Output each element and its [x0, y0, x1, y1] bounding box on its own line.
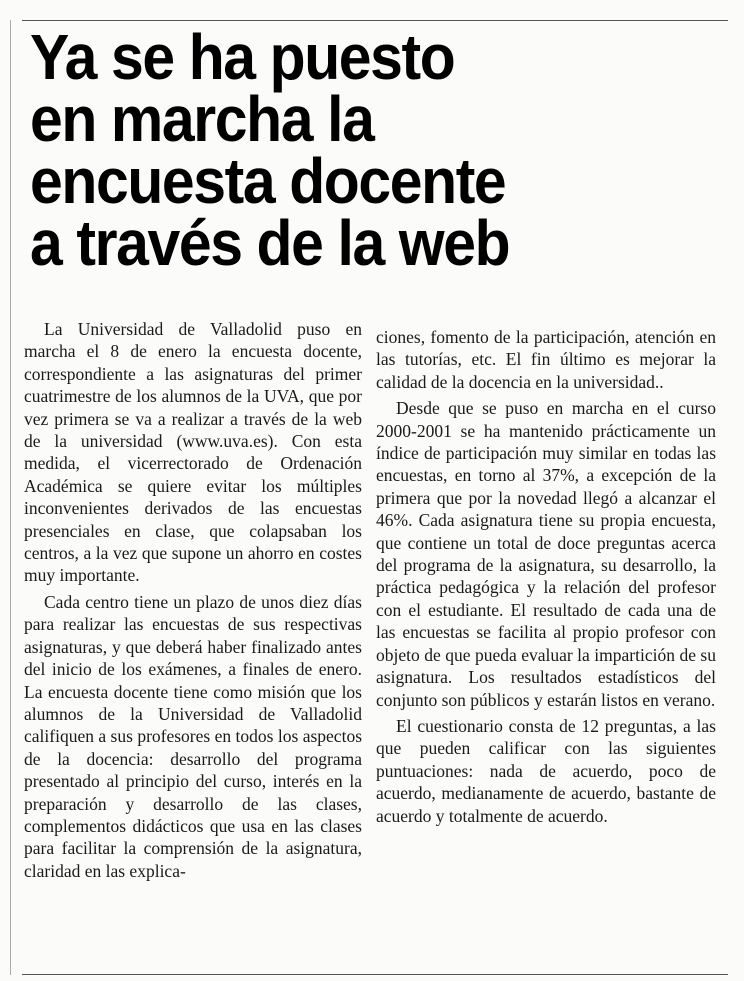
article-paragraph: Cada centro tiene un plazo de unos diez días para realizar las encuestas de sus respectivas asignaturas, y que deberá haber finalizado antes del inicio de los exámenes, a finales de enero. La encuesta docente tiene como misión que los alumnos de la Universidad de Valladolid califiquen a sus profesores en todos los aspectos de la docencia: desarrollo del programa presentado al principio del curso, interés en la preparación y desarrollo de las clases, complementos didácticos que usa en las clases para facilitar la comprensión de la asignatura, claridad en las explica- [24, 591, 362, 881]
article-column-left [24, 318, 362, 882]
headline-line-1: Ya se ha puesto [30, 21, 455, 93]
headline-line-2: en marcha la [30, 83, 374, 155]
headline [30, 21, 674, 279]
article-paragraph: El cuestionario consta de 12 preguntas, a las que pueden calificar con las siguientes puntuaciones: nada de acuerdo, poco de acuerdo, medianamente de acuerdo, bastante de acuerdo y totalmente de acuerdo. [376, 715, 716, 826]
article-column-right [376, 326, 716, 827]
bottom-rule [22, 974, 728, 975]
headline-line-4: a través de la web [30, 207, 510, 279]
left-rule [10, 20, 11, 975]
article-paragraph: La Universidad de Valladolid puso en marcha el 8 de enero la encuesta docente, correspondiente a las asignaturas del primer cuatrimestre de los alumnos de la UVA, que por vez primera se va a realizar a través de la web de la universidad (www.uva.es). Con esta medida, el vicerrectorado de Ordenación Académica se quiere evitar los múltiples inconvenientes derivados de las encuestas presenciales en clase, que colapsaban los centros, a la vez que supone un ahorro en costes muy importante. [24, 319, 362, 586]
headline-line-3: encuesta docente [30, 145, 506, 217]
article-paragraph: Desde que se puso en marcha en el curso 2000-2001 se ha mantenido prácticamente un índice de participación muy similar en todas las encuestas, en torno al 37%, a excepción de la primera que por la novedad llegó a alcanzar el 46%. Cada asignatura tiene su propia encuesta, que contiene un total de doce preguntas acerca del programa de la asignatura, su desarrollo, la práctica pedagógica y la relación del profesor con el estudiante. El resultado de cada una de las encuestas se facilita al propio profesor con objeto de que pueda evaluar la impartición de su asignatura. Los resultados estadísticos del conjunto son públicos y estarán listos en verano. [376, 398, 716, 710]
article-paragraph-continued: ciones, fomento de la participación, atención en las tutorías, etc. El fin último es mejorar la calidad de la docencia en la universidad.. [376, 327, 716, 392]
